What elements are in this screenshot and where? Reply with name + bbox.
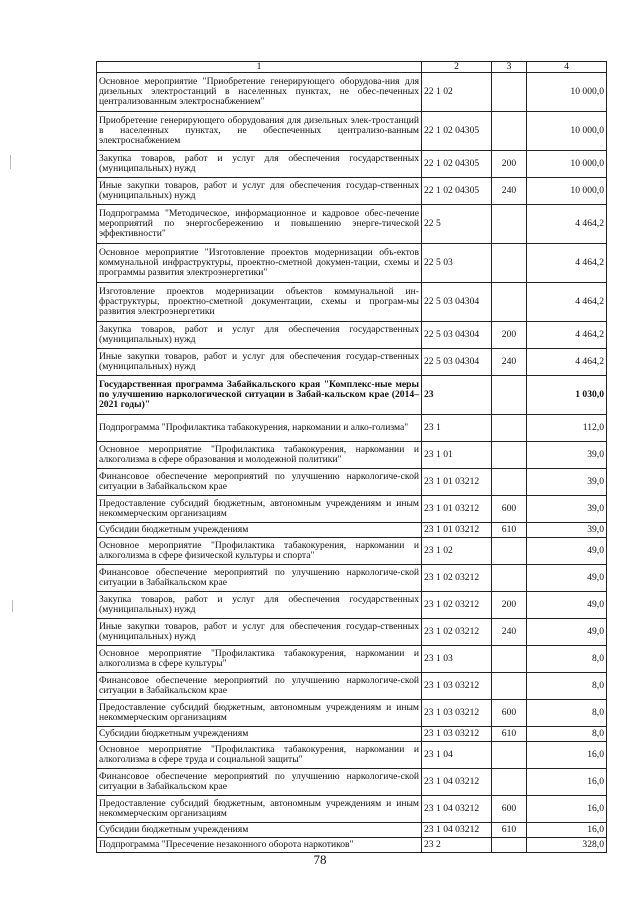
table-row [97, 244, 607, 283]
row-expense-type-cell: 200 [492, 322, 527, 349]
budget-table-body [97, 62, 607, 853]
row-code-cell: 22 5 03 04304 [422, 349, 492, 376]
page-number: 78 [313, 852, 327, 867]
row-amount-cell: 49,0 [527, 538, 607, 565]
scan-artifact-left [10, 155, 11, 169]
row-name-cell: Финансовое обеспечение мероприятий по улучшению наркологиче-ской ситуации в Забайкальском крае [97, 565, 422, 592]
row-code-cell: 23 1 02 03212 [422, 592, 492, 619]
row-expense-type-cell [492, 205, 527, 244]
table-row [97, 469, 607, 496]
row-code-cell: 23 [422, 376, 492, 415]
table-header-row [97, 62, 607, 73]
row-amount-cell: 8,0 [527, 727, 607, 742]
row-name-cell: Финансовое обеспечение мероприятий по улучшению наркологиче-ской ситуации в Забайкальском крае [97, 469, 422, 496]
table-row [97, 73, 607, 112]
row-amount-cell: 16,0 [527, 742, 607, 769]
row-amount-cell: 39,0 [527, 496, 607, 523]
row-name-cell: Предоставление субсидий бюджетным, автономным учреждениям и иным некоммерческим организациям [97, 496, 422, 523]
row-amount-cell: 1 030,0 [527, 376, 607, 415]
table-row [97, 205, 607, 244]
row-expense-type-cell: 610 [492, 523, 527, 538]
row-name-cell: Основное мероприятие "Профилактика табакокурения, наркомании и алкоголизма в сфере труда и социальной защиты" [97, 742, 422, 769]
table-row [97, 796, 607, 823]
row-expense-type-cell: 600 [492, 700, 527, 727]
row-amount-cell: 10 000,0 [527, 73, 607, 112]
table-row [97, 700, 607, 727]
row-name-cell: Подпрограмма "Профилактика табакокурения, наркомании и алко-голизма" [97, 415, 422, 442]
row-code-cell: 23 1 03 03212 [422, 673, 492, 700]
row-code-cell: 22 5 03 04304 [422, 283, 492, 322]
column-header-name: 1 [97, 62, 422, 73]
row-expense-type-cell: 610 [492, 823, 527, 838]
table-row [97, 823, 607, 838]
column-header-amount: 4 [527, 62, 607, 73]
row-name-cell: Субсидии бюджетным учреждениям [97, 523, 422, 538]
table-row [97, 769, 607, 796]
row-expense-type-cell [492, 442, 527, 469]
table-row [97, 283, 607, 322]
row-expense-type-cell [492, 565, 527, 592]
row-amount-cell: 4 464,2 [527, 205, 607, 244]
table-row [97, 619, 607, 646]
row-expense-type-cell [492, 769, 527, 796]
row-code-cell: 23 1 04 03212 [422, 823, 492, 838]
row-amount-cell: 49,0 [527, 619, 607, 646]
row-code-cell: 23 2 [422, 838, 492, 853]
row-amount-cell: 49,0 [527, 592, 607, 619]
row-expense-type-cell: 200 [492, 151, 527, 178]
table-row [97, 523, 607, 538]
table-row [97, 151, 607, 178]
row-amount-cell: 328,0 [527, 838, 607, 853]
table-row [97, 322, 607, 349]
table-row [97, 178, 607, 205]
row-expense-type-cell: 200 [492, 592, 527, 619]
row-expense-type-cell [492, 283, 527, 322]
row-amount-cell: 10 000,0 [527, 178, 607, 205]
row-expense-type-cell [492, 646, 527, 673]
row-expense-type-cell: 600 [492, 496, 527, 523]
row-name-cell: Основное мероприятие "Приобретение генерирующего оборудова-ния для дизельных электростанций в населенных пунктах, не обес-печенных централизованным электроснабжением" [97, 73, 422, 112]
scan-artifact-left-2 [12, 600, 13, 612]
table-row [97, 565, 607, 592]
row-name-cell: Основное мероприятие "Профилактика табакокурения, наркомании и алкоголизма в сфере культуры" [97, 646, 422, 673]
column-header-code: 2 [422, 62, 492, 73]
row-code-cell: 22 5 03 [422, 244, 492, 283]
table-row [97, 727, 607, 742]
row-amount-cell: 112,0 [527, 415, 607, 442]
row-amount-cell: 4 464,2 [527, 349, 607, 376]
row-expense-type-cell [492, 376, 527, 415]
row-amount-cell: 39,0 [527, 523, 607, 538]
row-code-cell: 23 1 01 03212 [422, 496, 492, 523]
row-expense-type-cell: 610 [492, 727, 527, 742]
row-amount-cell: 16,0 [527, 796, 607, 823]
table-row [97, 673, 607, 700]
row-name-cell: Предоставление субсидий бюджетным, автономным учреждениям и иным некоммерческим организациям [97, 796, 422, 823]
row-name-cell: Основное мероприятие "Изготовление проектов модернизации объ-ектов коммунальной инфраструктуры, проектно-сметной докумен-тации, схемы и программы развития электроэнергетики" [97, 244, 422, 283]
row-amount-cell: 39,0 [527, 469, 607, 496]
row-code-cell: 23 1 02 03212 [422, 565, 492, 592]
row-amount-cell: 8,0 [527, 673, 607, 700]
row-amount-cell: 39,0 [527, 442, 607, 469]
row-code-cell: 23 1 03 [422, 646, 492, 673]
row-amount-cell: 4 464,2 [527, 244, 607, 283]
row-code-cell: 23 1 03 03212 [422, 700, 492, 727]
row-amount-cell: 49,0 [527, 565, 607, 592]
row-name-cell: Субсидии бюджетным учреждениям [97, 727, 422, 742]
row-name-cell: Приобретение генерирующего оборудования для дизельных элек-тростанций в населенных пунктах, не обеспеченных централизо-ванным электроснабжением [97, 112, 422, 151]
row-code-cell: 23 1 01 03212 [422, 469, 492, 496]
table-row [97, 592, 607, 619]
table-row [97, 838, 607, 853]
row-expense-type-cell [492, 838, 527, 853]
row-name-cell: Основное мероприятие "Профилактика табакокурения, наркомании и алкоголизма в сфере образования и молодежной политики" [97, 442, 422, 469]
table-row [97, 415, 607, 442]
row-name-cell: Иные закупки товаров, работ и услуг для обеспечения государ-ственных (муниципальных) нужд [97, 349, 422, 376]
row-amount-cell: 8,0 [527, 646, 607, 673]
table-row [97, 646, 607, 673]
row-name-cell: Субсидии бюджетным учреждениям [97, 823, 422, 838]
row-name-cell: Закупка товаров, работ и услуг для обеспечения государственных (муниципальных) нужд [97, 592, 422, 619]
row-amount-cell: 10 000,0 [527, 112, 607, 151]
row-name-cell: Подпрограмма "Методическое, информационное и кадровое обес-печение мероприятий по энергосбережению и повышению энерге-тической эффективности" [97, 205, 422, 244]
row-expense-type-cell [492, 469, 527, 496]
table-row [97, 349, 607, 376]
row-expense-type-cell: 240 [492, 619, 527, 646]
row-expense-type-cell [492, 538, 527, 565]
row-name-cell: Основное мероприятие "Профилактика табакокурения, наркомании и алкоголизма в сфере физической культуры и спорта" [97, 538, 422, 565]
row-expense-type-cell [492, 742, 527, 769]
row-name-cell: Изготовление проектов модернизации объектов коммунальной ин-фраструктуры, проектно-сметной документации, схемы и програм-мы развития электроэнергетики [97, 283, 422, 322]
row-code-cell: 23 1 04 03212 [422, 769, 492, 796]
table-row [97, 442, 607, 469]
row-code-cell: 23 1 04 [422, 742, 492, 769]
row-expense-type-cell [492, 112, 527, 151]
table-row [97, 376, 607, 415]
row-name-cell: Финансовое обеспечение мероприятий по улучшению наркологиче-ской ситуации в Забайкальском крае [97, 769, 422, 796]
row-name-cell: Подпрограмма "Пресечение незаконного оборота наркотиков" [97, 838, 422, 853]
row-expense-type-cell: 240 [492, 349, 527, 376]
budget-table [96, 61, 607, 853]
row-amount-cell: 16,0 [527, 769, 607, 796]
row-expense-type-cell [492, 73, 527, 112]
table-row [97, 112, 607, 151]
row-name-cell: Предоставление субсидий бюджетным, автономным учреждениям и иным некоммерческим организациям [97, 700, 422, 727]
row-code-cell: 23 1 04 03212 [422, 796, 492, 823]
row-code-cell: 22 1 02 04305 [422, 178, 492, 205]
row-code-cell: 23 1 [422, 415, 492, 442]
row-code-cell: 23 1 01 [422, 442, 492, 469]
row-code-cell: 23 1 03 03212 [422, 727, 492, 742]
table-row [97, 496, 607, 523]
row-expense-type-cell: 240 [492, 178, 527, 205]
row-code-cell: 22 1 02 04305 [422, 151, 492, 178]
row-amount-cell: 4 464,2 [527, 322, 607, 349]
row-code-cell: 22 5 03 04304 [422, 322, 492, 349]
row-name-cell: Закупка товаров, работ и услуг для обеспечения государственных (муниципальных) нужд [97, 151, 422, 178]
table-row [97, 538, 607, 565]
row-expense-type-cell [492, 244, 527, 283]
row-name-cell: Иные закупки товаров, работ и услуг для обеспечения государ-ственных (муниципальных) нужд [97, 619, 422, 646]
row-amount-cell: 8,0 [527, 700, 607, 727]
row-code-cell: 23 1 02 [422, 538, 492, 565]
row-amount-cell: 10 000,0 [527, 151, 607, 178]
row-code-cell: 22 1 02 [422, 73, 492, 112]
row-amount-cell: 16,0 [527, 823, 607, 838]
table-row [97, 742, 607, 769]
row-name-cell: Иные закупки товаров, работ и услуг для обеспечения государ-ственных (муниципальных) нужд [97, 178, 422, 205]
row-code-cell: 22 1 02 04305 [422, 112, 492, 151]
row-name-cell: Государственная программа Забайкальского края "Комплекс-ные меры по улучшению наркологической ситуации в Забай-кальском крае (2014–2021 годы)" [97, 376, 422, 415]
row-name-cell: Финансовое обеспечение мероприятий по улучшению наркологиче-ской ситуации в Забайкальском крае [97, 673, 422, 700]
row-expense-type-cell: 600 [492, 796, 527, 823]
row-code-cell: 23 1 02 03212 [422, 619, 492, 646]
row-code-cell: 22 5 [422, 205, 492, 244]
row-name-cell: Закупка товаров, работ и услуг для обеспечения государственных (муниципальных) нужд [97, 322, 422, 349]
row-amount-cell: 4 464,2 [527, 283, 607, 322]
row-expense-type-cell [492, 415, 527, 442]
row-expense-type-cell [492, 673, 527, 700]
row-code-cell: 23 1 01 03212 [422, 523, 492, 538]
column-header-expense-type: 3 [492, 62, 527, 73]
